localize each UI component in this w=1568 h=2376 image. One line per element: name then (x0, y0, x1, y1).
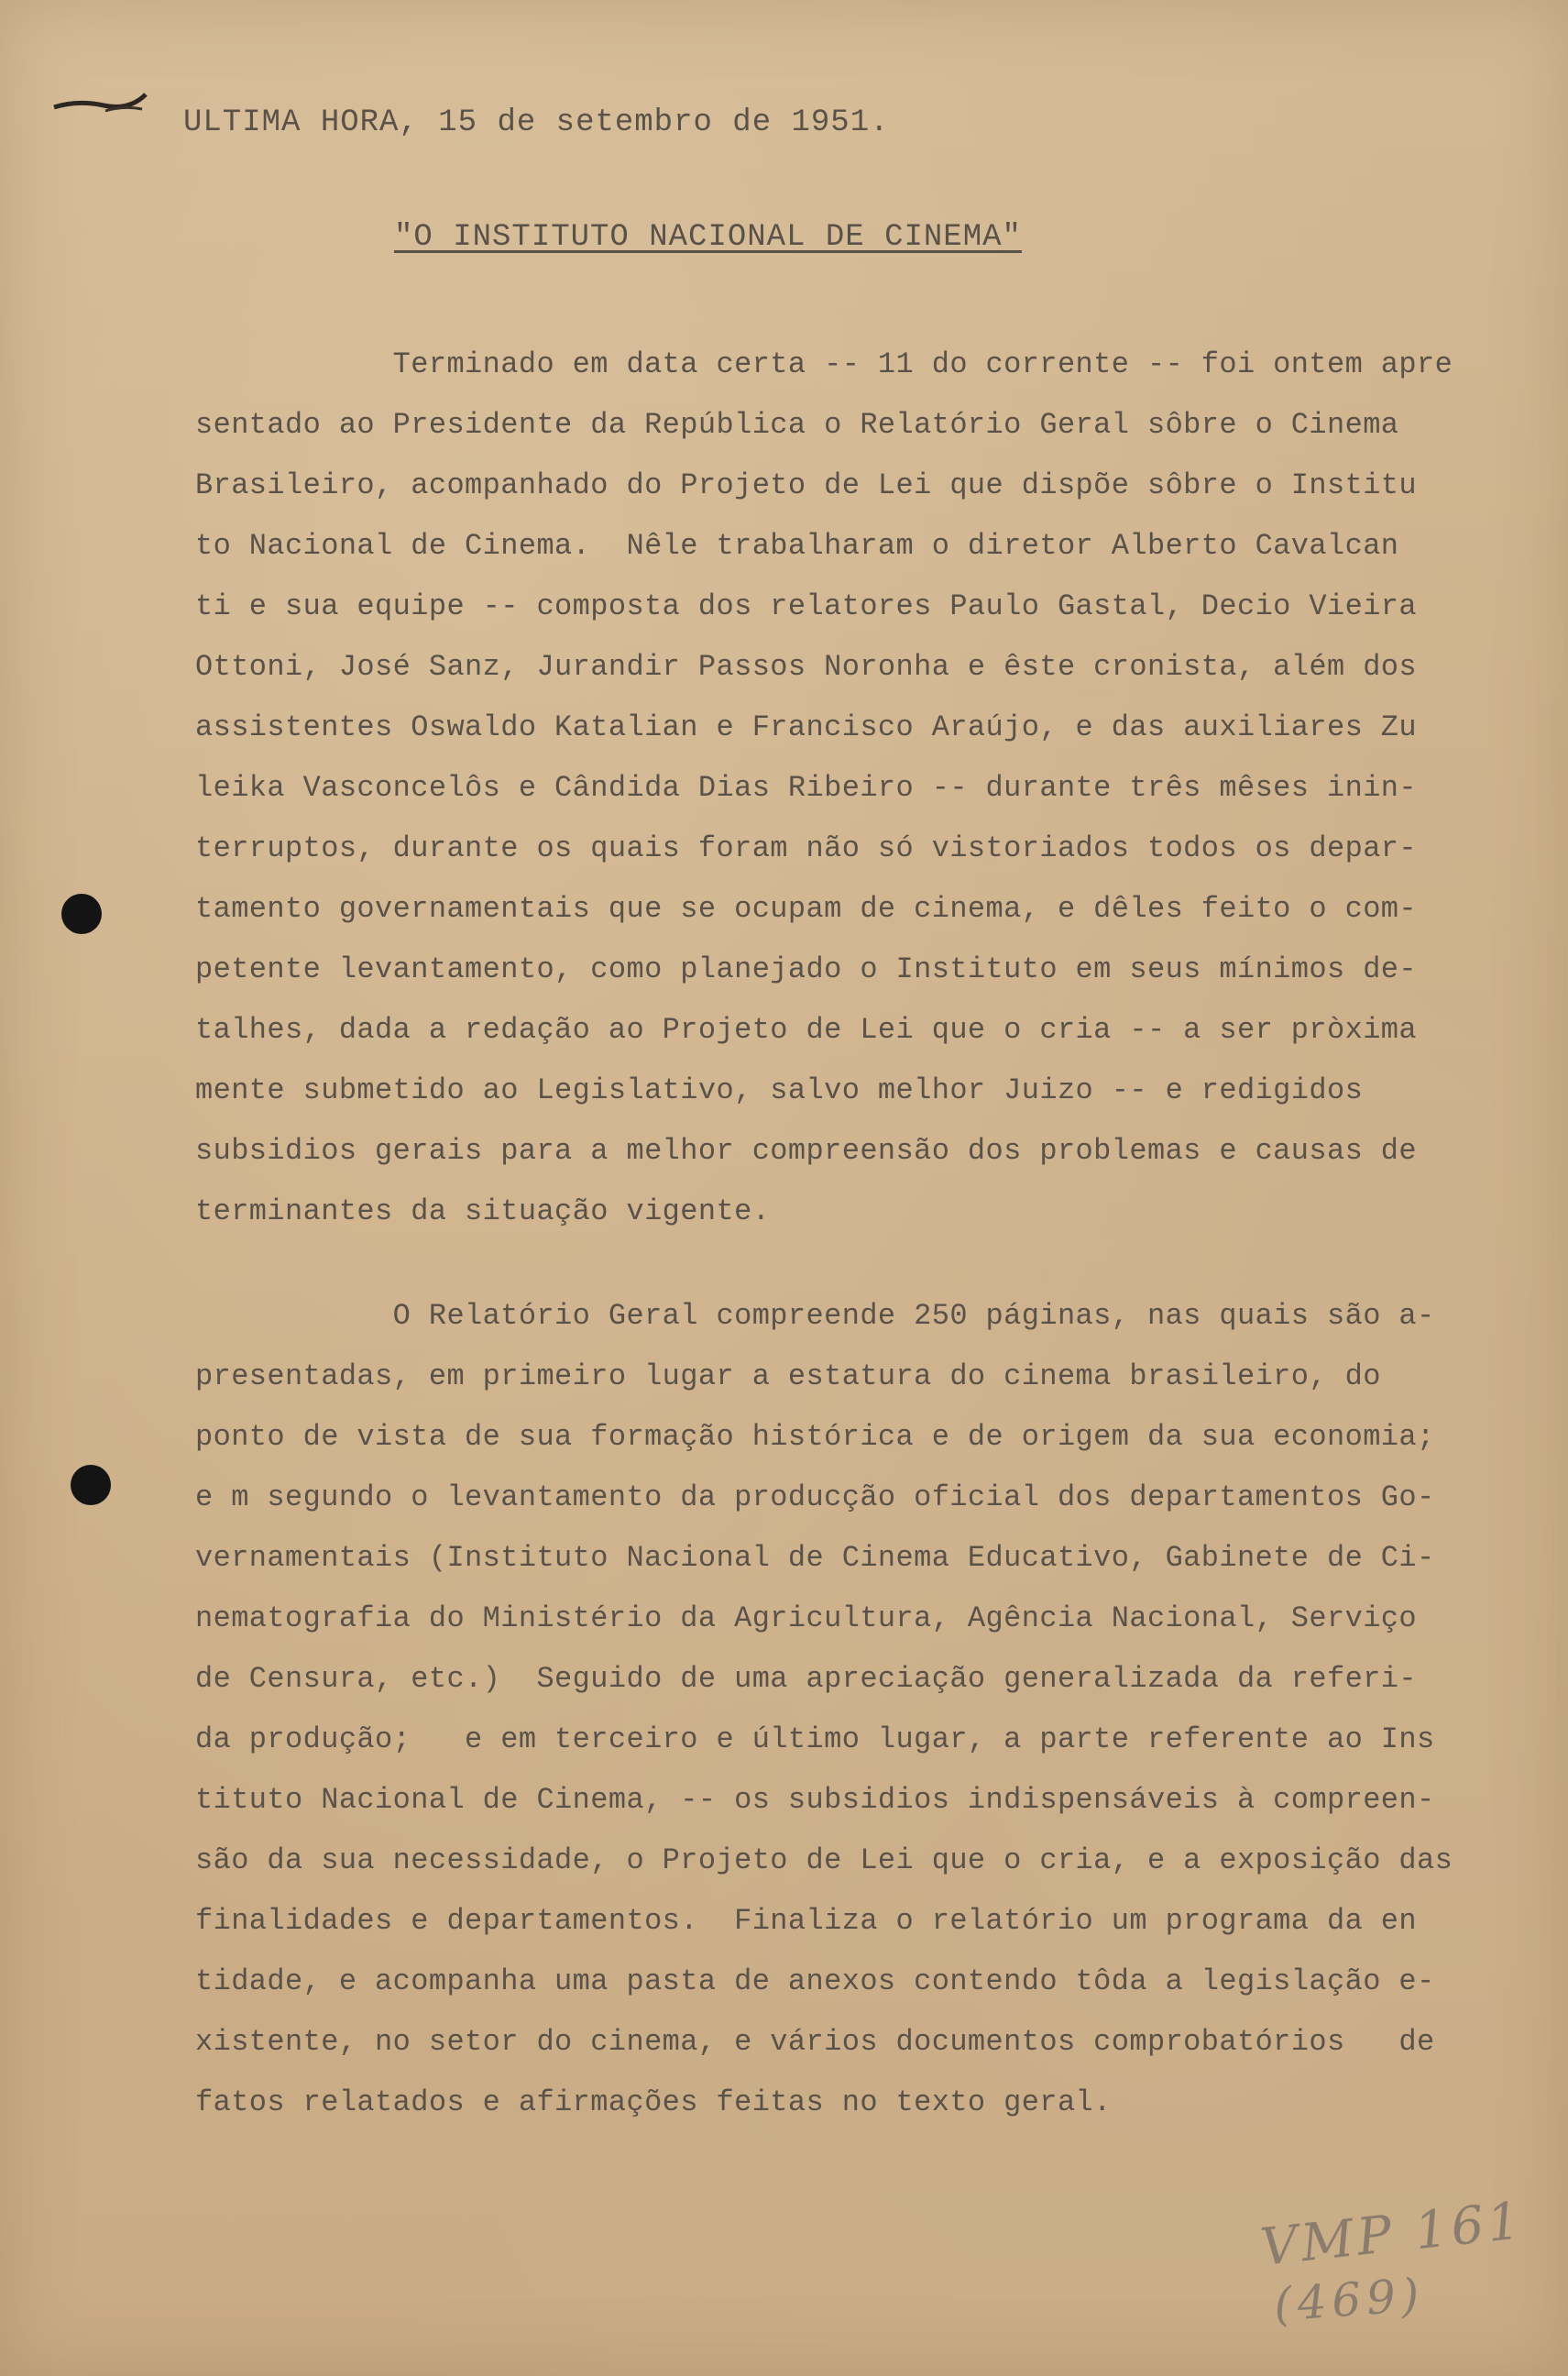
body-line: sentado ao Presidente da República o Relatório Geral sôbre o Cinema (195, 408, 1399, 442)
body-line: ponto de vista de sua formação histórica e de origem da sua economia; (195, 1420, 1435, 1454)
handwritten-annotation-number: (469) (1272, 2268, 1427, 2332)
body-line: Brasileiro, acompanhado do Projeto de Lei que dispõe sôbre o Institu (195, 468, 1418, 502)
article-title-text: "O INSTITUTO NACIONAL DE CINEMA" (394, 220, 1022, 255)
newspaper-header: ULTIMA HORA, 15 de setembro de 1951. (183, 105, 890, 140)
body-line: Ottoni, José Sanz, Jurandir Passos Noronha e êste cronista, além dos (195, 650, 1418, 684)
body-line: terruptos, durante os quais foram não só vistoriados todos os depar- (195, 831, 1418, 865)
body-line: finalidades e departamentos. Finaliza o relatório um programa da en (195, 1904, 1418, 1938)
body-line: O Relatório Geral compreende 250 páginas, nas quais são a- (195, 1299, 1435, 1333)
body-line: ti e sua equipe -- composta dos relatores Paulo Gastal, Decio Vieira (195, 589, 1418, 623)
body-line: mente submetido ao Legislativo, salvo melhor Juizo -- e redigidos (195, 1073, 1364, 1107)
body-line: terminantes da situação vigente. (195, 1194, 771, 1228)
body-line: tituto Nacional de Cinema, -- os subsidios indispensáveis à compreen- (195, 1783, 1435, 1817)
body-line: petente levantamento, como planejado o Instituto em seus mínimos de- (195, 952, 1418, 986)
body-line: subsidios gerais para a melhor compreensão dos problemas e causas de (195, 1134, 1418, 1168)
handwritten-annotation-code: VMP 161 (1257, 2191, 1527, 2278)
body-line: leika Vasconcelôs e Cândida Dias Ribeiro -- durante três mêses inin- (195, 771, 1418, 805)
body-line: da produção; e em terceiro e último lugar, a parte referente ao Ins (195, 1722, 1435, 1756)
body-line: fatos relatados e afirmações feitas no texto geral. (195, 2085, 1112, 2119)
body-line: assistentes Oswaldo Katalian e Francisco Araújo, e das auxiliares Zu (195, 710, 1418, 744)
body-line: nematografia do Ministério da Agricultura, Agência Nacional, Serviço (195, 1601, 1418, 1635)
body-line: são da sua necessidade, o Projeto de Lei que o cria, e a exposição das (195, 1843, 1453, 1877)
punch-hole-bottom (71, 1465, 111, 1505)
body-line: tamento governamentais que se ocupam de cinema, e dêles feito o com- (195, 892, 1418, 926)
body-line: vernamentais (Instituto Nacional de Cinema Educativo, Gabinete de Ci- (195, 1541, 1435, 1575)
body-line: to Nacional de Cinema. Nêle trabalharam o diretor Alberto Cavalcan (195, 529, 1399, 563)
article-title (394, 220, 1022, 255)
body-line: xistente, no setor do cinema, e vários documentos comprobatórios de (195, 2025, 1435, 2059)
body-line: talhes, dada a redação ao Projeto de Lei que o cria -- a ser pròxima (195, 1013, 1418, 1047)
body-line: e m segundo o levantamento da producção oficial dos departamentos Go- (195, 1480, 1435, 1514)
body-line: de Censura, etc.) Seguido de uma apreciação generalizada da referi- (195, 1662, 1418, 1696)
body-line: Terminado em data certa -- 11 do corrente -- foi ontem apre (195, 347, 1453, 381)
punch-hole-top (61, 894, 102, 934)
body-line: presentadas, em primeiro lugar a estatura do cinema brasileiro, do (195, 1359, 1381, 1393)
ink-smudge-mark (50, 87, 151, 124)
body-line: tidade, e acompanha uma pasta de anexos contendo tôda a legislação e- (195, 1964, 1435, 1998)
